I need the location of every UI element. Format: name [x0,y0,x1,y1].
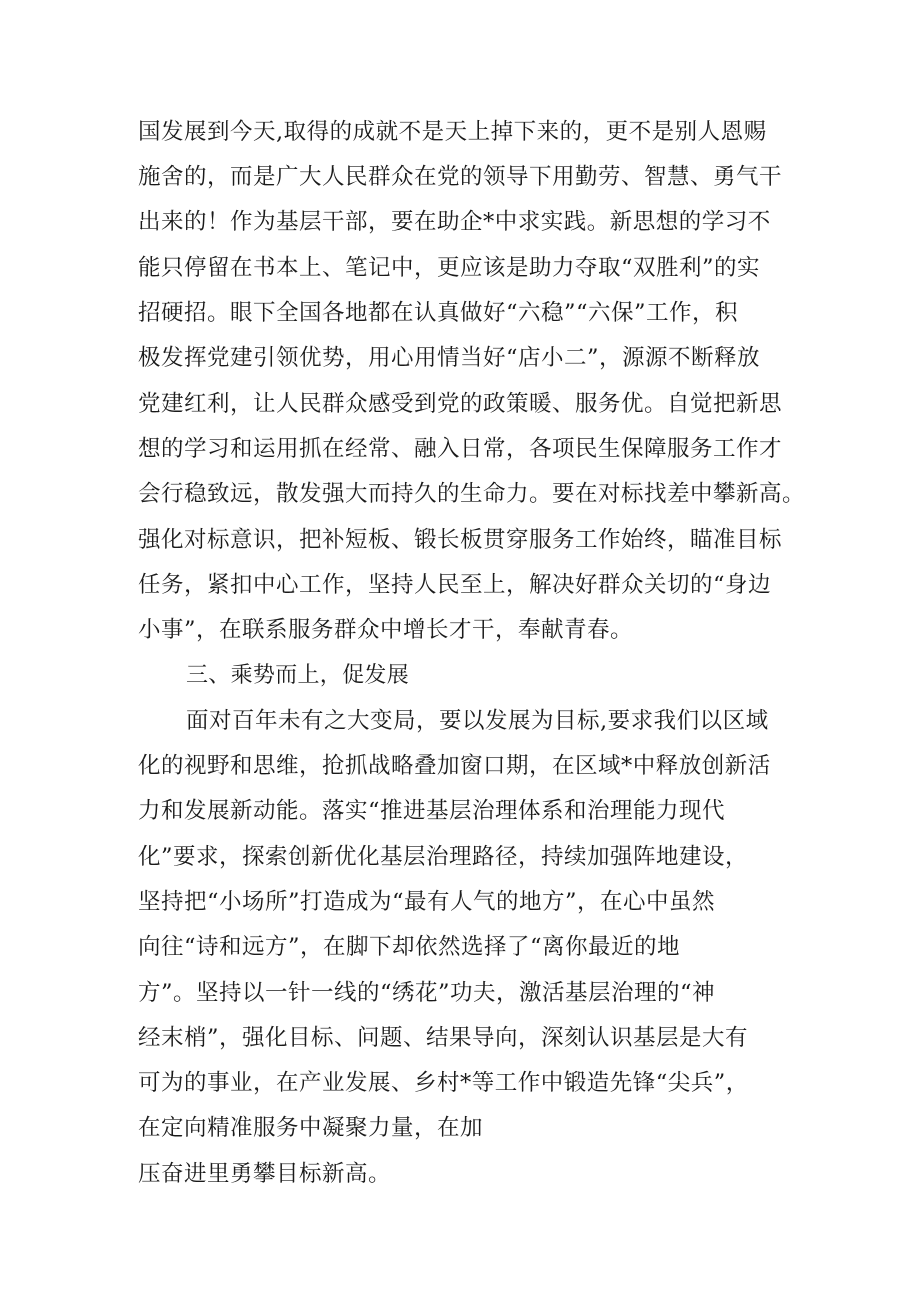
paragraph-line: 化”要求，探索创新优化基层治理路径，持续加强阵地建设， [138,844,749,870]
section-heading: 三、乘势而上，促发展 [186,663,410,688]
paragraph-line: 在定向精准服务中凝聚力量，在加 [138,1115,484,1141]
paragraph-line: 想的学习和运用抓在经常、融入日常，各项民生保障服务工作才 [138,436,783,462]
paragraph-line: 向往“诗和远方”，在脚下却依然选择了“离你最近的地 [138,934,681,960]
paragraph-line: 出来的！作为基层干部，要在助企*中求实践。新思想的学习不 [138,209,771,235]
paragraph-line: 极发挥党建引领优势，用心用情当好“店小二”，源源不断释放 [138,345,761,371]
paragraph-line: 国发展到今天,取得的成就不是天上掉下来的，更不是别人恩赐 [138,119,767,145]
paragraph-line: 化的视野和思维，抢抓战略叠加窗口期，在区域*中释放创新活 [138,753,771,779]
paragraph-line: 党建红利，让人民群众感受到党的政策暖、服务优。自觉把新思 [138,391,783,417]
paragraph-line: 经末梢”，强化目标、问题、结果导向，深刻认识基层是大有 [138,1025,749,1051]
paragraph-line: 方”。坚持以一针一线的“绣花”功夫，激活基层治理的“神 [138,980,716,1006]
paragraph-line: 招硬招。眼下全国各地都在认真做好“六稳”“六保”工作，积 [138,300,739,326]
paragraph-line: 施舍的，而是广大人民群众在党的领导下用勤劳、智慧、勇气干 [138,164,783,190]
paragraph-line: 压奋进里勇攀目标新高。 [138,1161,392,1187]
paragraph-line: 力和发展新动能。落实“推进基层治理体系和治理能力现代 [138,798,726,824]
paragraph-line: 会行稳致远，散发强大而持久的生命力。要在对标找差中攀新高。 [138,481,806,507]
paragraph-line: 强化对标意识，把补短板、锻长板贯穿服务工作始终，瞄准目标 [138,527,783,553]
paragraph-line: 小事”，在联系服务群众中增长才干，奉献青春。 [138,617,634,643]
paragraph-line: 可为的事业，在产业发展、乡村*等工作中锻造先锋“尖兵”， [138,1070,749,1096]
paragraph-line: 面对百年未有之大变局，要以发展为目标,要求我们以区域 [186,708,769,734]
paragraph-line: 任务，紧扣中心工作，坚持人民至上，解决好群众关切的“身边 [138,572,772,598]
paragraph-line: 坚持把“小场所”打造成为“最有人气的地方”，在心中虽然 [138,889,716,915]
paragraph-line: 能只停留在书本上、笔记中，更应该是助力夺取“双胜利”的实 [138,255,761,281]
